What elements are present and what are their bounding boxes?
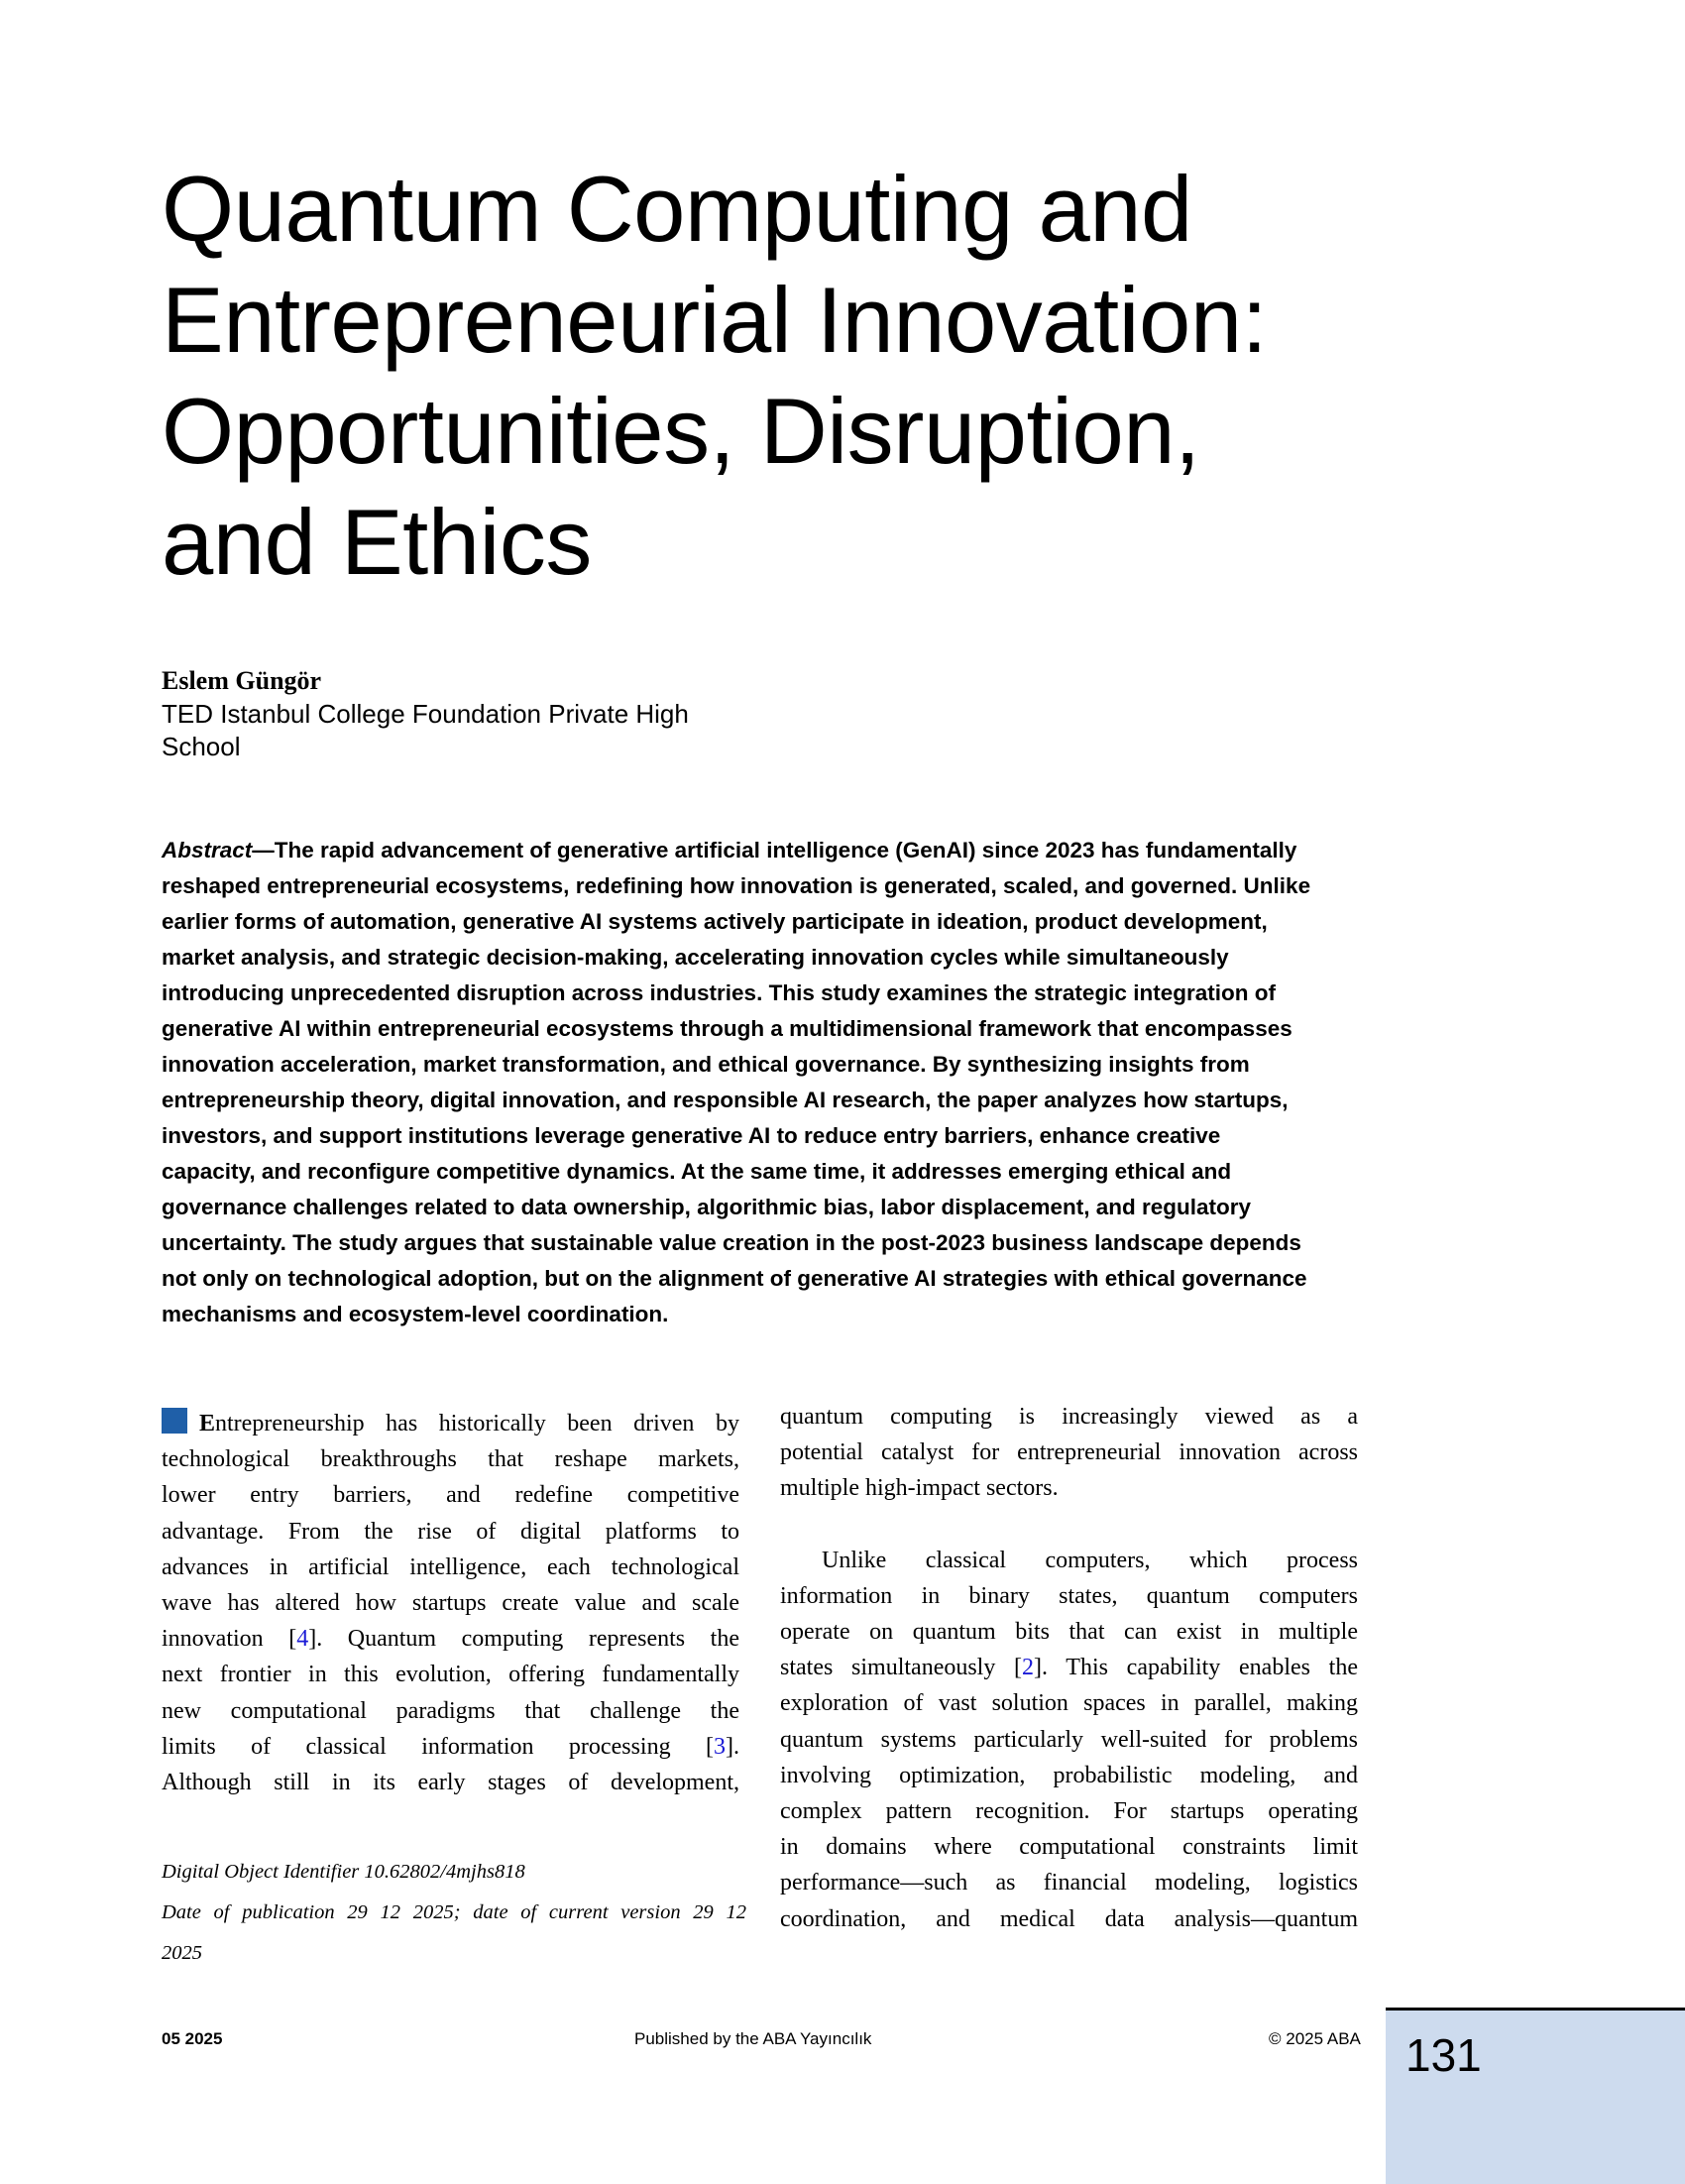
body-line bbox=[162, 1406, 739, 1441]
body-text: ntrepreneurship has historically been driven by bbox=[215, 1411, 739, 1437]
title-line: Quantum Computing and bbox=[162, 157, 1192, 261]
abstract-line: uncertainty. The study argues that sustainable value creation in the post-2023 business landscape depends bbox=[162, 1230, 1301, 1255]
body-line: advantage. From the rise of digital platforms to bbox=[162, 1518, 739, 1545]
body-text: limits of classical information processing [ bbox=[162, 1733, 714, 1760]
body-line: complex pattern recognition. For startups operating bbox=[780, 1798, 1358, 1825]
body-line: involving optimization, probabilistic modeling, and bbox=[780, 1762, 1358, 1788]
body-line bbox=[780, 1650, 1358, 1685]
body-text: innovation [ bbox=[162, 1626, 297, 1653]
page-number: 131 bbox=[1405, 2029, 1482, 2081]
body-line bbox=[162, 1729, 739, 1765]
abstract-line: reshaped entrepreneurial ecosystems, redefining how innovation is generated, scaled, and governed. Unlike bbox=[162, 873, 1311, 898]
abstract-line: innovation acceleration, market transformation, and ethical governance. By synthesizing insights from bbox=[162, 1052, 1250, 1077]
section-marker-square-icon bbox=[162, 1408, 187, 1434]
body-text: ]. bbox=[726, 1733, 739, 1760]
abstract bbox=[162, 833, 1361, 1332]
body-line: next frontier in this evolution, offering fundamentally bbox=[162, 1662, 739, 1688]
abstract-line: entrepreneurship theory, digital innovation, and responsible AI research, the paper analyzes how startups, bbox=[162, 1088, 1289, 1112]
doi: Digital Object Identifier 10.62802/4mjhs818 bbox=[162, 1861, 525, 1883]
paragraph-gap bbox=[780, 1507, 1358, 1543]
body-line: new computational paradigms that challenge the bbox=[162, 1697, 739, 1724]
body-line bbox=[162, 1621, 739, 1657]
body-line: coordination, and medical data analysis—quantum bbox=[780, 1905, 1358, 1932]
abstract-label: Abstract bbox=[162, 838, 253, 862]
publication-date-cont: 2025 bbox=[162, 1942, 202, 1964]
body-line: information in binary states, quantum computers bbox=[780, 1582, 1358, 1609]
footer-publisher: Published by the ABA Yayıncılık bbox=[634, 2029, 872, 2048]
body-line: quantum computing is increasingly viewed as a bbox=[780, 1404, 1358, 1430]
citation-link[interactable]: 3 bbox=[714, 1733, 726, 1760]
publication-date: Date of publication 29 12 2025; date of current version 29 12 bbox=[162, 1901, 746, 1923]
citation-link[interactable]: 2 bbox=[1022, 1655, 1035, 1681]
body-line: quantum systems particularly well-suited for problems bbox=[780, 1726, 1358, 1753]
abstract-line: governance challenges related to data ownership, algorithmic bias, labor displacement, and regulatory bbox=[162, 1195, 1252, 1219]
body-text: ]. This capability enables the bbox=[1034, 1655, 1358, 1681]
body-column-left bbox=[162, 1406, 739, 1800]
abstract-text: The rapid advancement of generative artificial intelligence (GenAI) since 2023 has fundamentally bbox=[274, 838, 1297, 862]
abstract-line: mechanisms and ecosystem-level coordination. bbox=[162, 1302, 669, 1326]
title-line: Opportunities, Disruption, bbox=[162, 379, 1200, 483]
abstract-dash: — bbox=[252, 838, 275, 862]
body-line: advances in artificial intelligence, each technological bbox=[162, 1553, 739, 1580]
body-text: states simultaneously [ bbox=[780, 1655, 1023, 1681]
body-line: wave has altered how startups create value and scale bbox=[162, 1590, 739, 1617]
drop-letter: E bbox=[199, 1411, 216, 1437]
citation-link[interactable]: 4 bbox=[296, 1626, 309, 1653]
title-line: and Ethics bbox=[162, 490, 592, 594]
abstract-line: not only on technological adoption, but on the alignment of generative AI strategies with ethical governance bbox=[162, 1266, 1307, 1291]
paper-title bbox=[162, 154, 1401, 598]
affiliation-line: TED Istanbul College Foundation Private High bbox=[162, 699, 689, 729]
abstract-line: introducing unprecedented disruption across industries. This study examines the strategic integration of bbox=[162, 980, 1276, 1005]
abstract-line: investors, and support institutions leverage generative AI to reduce entry barriers, enhance creative bbox=[162, 1123, 1221, 1148]
body-line: in domains where computational constraints limit bbox=[780, 1834, 1358, 1861]
body-line: potential catalyst for entrepreneurial innovation across bbox=[780, 1439, 1358, 1466]
abstract-line: generative AI within entrepreneurial ecosystems through a multidimensional framework that encompasses bbox=[162, 1016, 1292, 1041]
body-line: performance—such as financial modeling, logistics bbox=[780, 1870, 1358, 1897]
body-line: exploration of vast solution spaces in parallel, making bbox=[780, 1690, 1358, 1717]
body-text: ]. Quantum computing represents the bbox=[308, 1626, 739, 1653]
body-line: Although still in its early stages of development, bbox=[162, 1770, 739, 1796]
affiliation-line: School bbox=[162, 732, 241, 761]
body-line: operate on quantum bits that can exist in multiple bbox=[780, 1619, 1358, 1646]
publication-metadata bbox=[162, 1852, 746, 1974]
abstract-line: earlier forms of automation, generative AI systems actively participate in ideation, product development, bbox=[162, 909, 1268, 934]
author-name: Eslem Güngör bbox=[162, 666, 322, 695]
abstract-line: capacity, and reconfigure competitive dynamics. At the same time, it addresses emerging ethical and bbox=[162, 1159, 1232, 1184]
page-number-box bbox=[1386, 2008, 1685, 2184]
body-line: lower entry barriers, and redefine competitive bbox=[162, 1482, 739, 1509]
body-line: Unlike classical computers, which process bbox=[822, 1547, 1358, 1573]
body-column-right bbox=[780, 1399, 1358, 1937]
body-line: multiple high-impact sectors. bbox=[780, 1475, 1059, 1502]
body-line: technological breakthroughs that reshape markets, bbox=[162, 1446, 739, 1473]
abstract-line bbox=[162, 833, 1361, 868]
footer-copyright: © 2025 ABA bbox=[1269, 2029, 1361, 2048]
abstract-line: market analysis, and strategic decision-making, accelerating innovation cycles while simultaneously bbox=[162, 945, 1229, 970]
author-affiliation bbox=[162, 698, 756, 763]
title-line: Entrepreneurial Innovation: bbox=[162, 268, 1268, 372]
footer-issue: 05 2025 bbox=[162, 2029, 223, 2048]
